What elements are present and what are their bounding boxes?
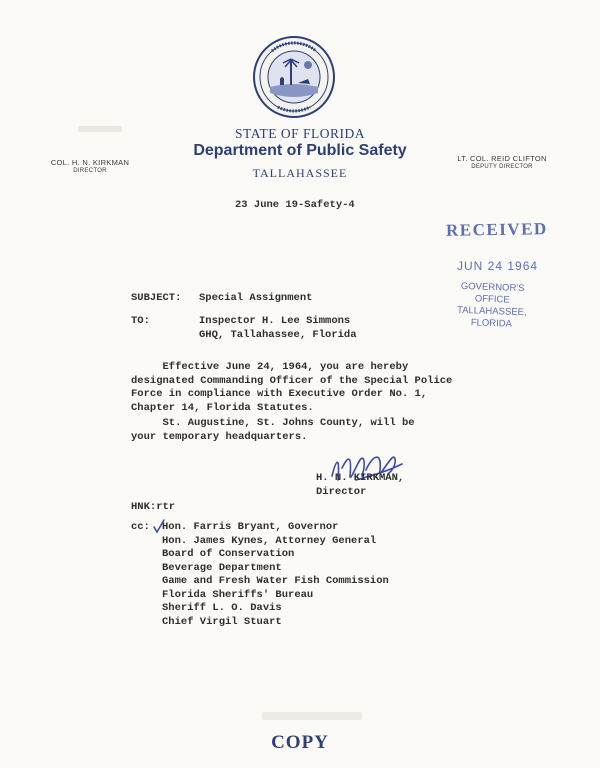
city-name: TALLAHASSEE [252, 166, 348, 180]
body-paragraph-2: St. Augustine, St. Johns County, will be your temporary headquarters. [131, 417, 415, 443]
subject-value: Special Assignment [199, 292, 313, 304]
state-name: STATE OF FLORIDA [235, 126, 365, 141]
body-paragraph-1: Effective June 24, 1964, you are hereby designated Commanding Officer of the Special Police Force in compliance with Executive Order No. 1, Chapter 14, Florida Statutes. [131, 361, 453, 414]
faded-bleed-through [262, 712, 362, 720]
to-recipient-line: Inspector H. Lee Simmons [199, 315, 351, 327]
director-name: COL. H. N. KIRKMAN [50, 158, 130, 167]
stamp-office-line: GOVERNOR'S OFFICE [460, 280, 525, 306]
signer-title: Director [316, 486, 367, 498]
deputy-director-name: LT. COL. REID CLIFTON [457, 154, 547, 163]
deputy-director-title: DEPUTY DIRECTOR [471, 164, 533, 170]
cc-recipient-list: Hon. Farris Bryant, Governor Hon. James Kynes, Attorney General Board of Conservation Beverage Department Game and Fresh Water Fish Commission Florida Sheriffs' Bureau Sheriff L. O. Davis Chief Virgil Stuart [162, 521, 389, 628]
date-line: 23 June 19-Safety-4 [235, 199, 355, 211]
department-name: Department of Public Safety [193, 142, 407, 159]
received-stamp-office [441, 280, 543, 331]
received-stamp: RECEIVED [445, 219, 548, 240]
subject-label: SUBJECT: [131, 292, 182, 304]
typist-initials: HNK:rtr [131, 501, 176, 513]
stamp-city-line: TALLAHASSEE, FLORIDA [456, 304, 527, 330]
copy-mark: COPY [271, 732, 329, 753]
state-seal-icon [252, 35, 336, 119]
deputy-director-block [432, 154, 572, 170]
cc-label: cc: [131, 521, 150, 533]
received-stamp-date: JUN 24 1964 [457, 259, 539, 273]
signer-name: H. N. KIRKMAN, [316, 472, 405, 484]
director-title: DIRECTOR [73, 168, 107, 174]
to-label: TO: [131, 315, 150, 327]
to-address-line: GHQ, Tallahassee, Florida [199, 329, 357, 341]
